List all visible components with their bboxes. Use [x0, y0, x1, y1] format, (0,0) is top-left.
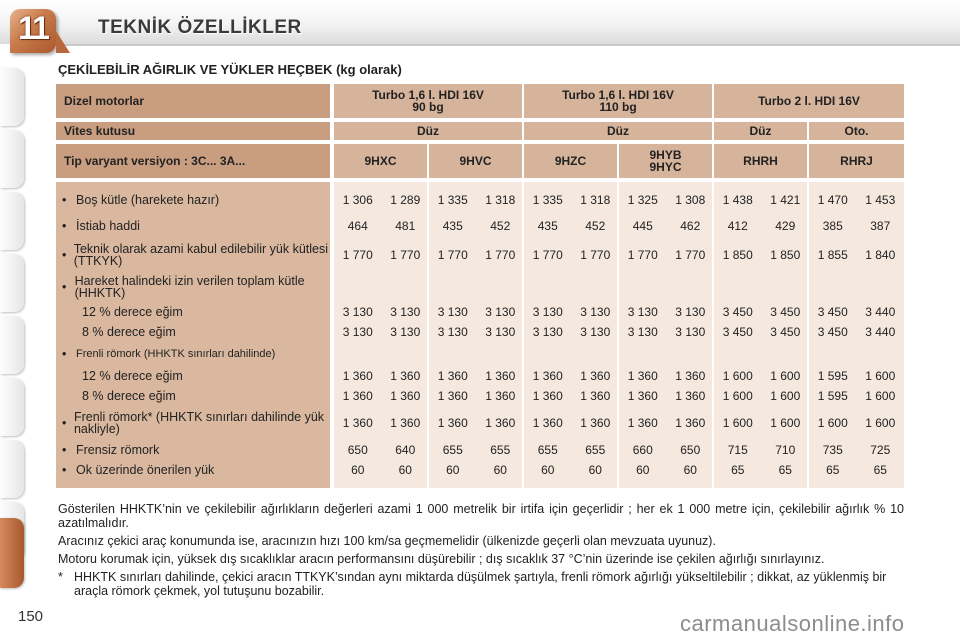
value-cell: 1 360	[627, 416, 658, 430]
value-cell: 3 130	[437, 325, 468, 339]
row-label-text: 12 % derece eğim	[82, 369, 183, 383]
row-label	[56, 460, 330, 480]
value-cell: 1 360	[342, 369, 373, 383]
side-tab[interactable]	[0, 316, 24, 374]
bullet-icon: •	[62, 347, 67, 361]
value-cell: 1 360	[390, 416, 421, 430]
side-tab-active[interactable]	[0, 518, 24, 588]
value-cell: 429	[775, 219, 796, 233]
value-cell: 412	[727, 219, 748, 233]
section-title: ÇEKİLEBİLİR AĞIRLIK VE YÜKLER HEÇBEK (kg olarak)	[58, 62, 402, 77]
value-cell: 3 130	[390, 305, 421, 319]
row-label-text: 8 % derece eğim	[82, 325, 176, 339]
value-cell: 3 130	[580, 305, 611, 319]
row-label-text: 12 % derece eğim	[82, 305, 183, 319]
value-cell: 3 130	[675, 325, 706, 339]
value-cell: 3 450	[817, 325, 848, 339]
row-label	[56, 322, 330, 342]
table-row	[56, 214, 904, 238]
value-cell: 1 360	[580, 389, 611, 403]
value-cell: 1 360	[627, 389, 658, 403]
variant-cell: 9HYB 9HYC	[619, 144, 712, 178]
value-cell: 1 770	[580, 248, 611, 262]
value-cell: 65	[873, 463, 887, 477]
value-cell: 1 308	[675, 193, 706, 207]
value-cell: 710	[775, 443, 796, 457]
value-cell: 3 450	[817, 305, 848, 319]
row-label	[56, 302, 330, 322]
value-cell: 1 770	[485, 248, 516, 262]
value-cell: 60	[636, 463, 650, 477]
value-cell: 1 360	[390, 389, 421, 403]
value-cell: 435	[537, 219, 558, 233]
table-row	[56, 460, 904, 480]
gearbox-cell: Oto.	[809, 122, 904, 140]
value-cell: 452	[585, 219, 606, 233]
table-row	[56, 366, 904, 386]
side-tab[interactable]	[0, 68, 24, 126]
value-cell: 1 360	[342, 416, 373, 430]
value-cell: 1 360	[675, 416, 706, 430]
notes	[58, 502, 904, 598]
gearbox-cell: Düz	[524, 122, 712, 140]
value-cell: 1 840	[865, 248, 896, 262]
gearbox-cell: Düz	[714, 122, 807, 140]
value-cell: 3 130	[627, 305, 658, 319]
table-row	[56, 186, 904, 214]
value-cell: 1 306	[342, 193, 373, 207]
value-cell: 3 450	[770, 325, 801, 339]
value-cell: 655	[490, 443, 511, 457]
footnote-marker: *	[58, 570, 63, 584]
bullet-icon: •	[62, 416, 67, 430]
value-cell: 1 850	[770, 248, 801, 262]
value-cell: 1 770	[390, 248, 421, 262]
value-cell: 655	[585, 443, 606, 457]
table-row	[56, 386, 904, 406]
value-cell: 3 130	[437, 305, 468, 319]
value-cell: 3 130	[342, 305, 373, 319]
page-header	[0, 0, 960, 60]
value-cell: 655	[442, 443, 463, 457]
value-cell: 1 855	[817, 248, 848, 262]
value-cell: 60	[446, 463, 460, 477]
row-label-text: Hareket halindeki izin verilen toplam kütle (HHKTK)	[74, 274, 305, 300]
row-label-text: Frensiz römork	[76, 443, 160, 457]
value-cell: 3 450	[770, 305, 801, 319]
value-cell: 445	[632, 219, 653, 233]
value-cell: 60	[683, 463, 697, 477]
variant-cell: 9HZC	[524, 144, 617, 178]
page-number: 150	[18, 608, 44, 625]
engine-group-header: Turbo 1,6 l. HDI 16V 110 bg	[524, 84, 712, 118]
value-cell: 655	[537, 443, 558, 457]
value-cell: 1 470	[817, 193, 848, 207]
value-cell: 3 440	[865, 325, 896, 339]
value-cell: 3 130	[580, 325, 611, 339]
value-cell: 1 600	[770, 416, 801, 430]
bullet-icon: •	[62, 280, 67, 294]
row-label	[56, 238, 330, 272]
row-label	[56, 440, 330, 460]
footnote	[58, 570, 904, 598]
value-cell: 387	[870, 219, 891, 233]
note-paragraph: Motoru korumak için, yüksek dış sıcaklıklar aracın performansını düşürebilir ; dış sıcaklık 37 °C’nin üzerinde ise çekilen ağırlığı sınırlayınız.	[58, 552, 825, 566]
engine-row-label: Dizel motorlar	[56, 84, 330, 118]
value-cell: 1 360	[485, 369, 516, 383]
gearbox-row-label: Vites kutusu	[56, 122, 330, 140]
row-label-text: Teknik olarak azami kabul edilebilir yük kütlesi (TTKYK)	[73, 242, 328, 268]
value-cell: 650	[347, 443, 368, 457]
value-cell: 1 360	[485, 416, 516, 430]
table-row	[56, 342, 904, 366]
value-cell: 1 600	[817, 416, 848, 430]
table-row	[56, 238, 904, 272]
value-cell: 3 440	[865, 305, 896, 319]
value-cell: 3 130	[485, 325, 516, 339]
chapter-number: 11	[18, 10, 48, 46]
row-label-text: Boş kütle (harekete hazır)	[76, 193, 220, 207]
value-cell: 1 360	[437, 416, 468, 430]
value-cell: 1 360	[342, 389, 373, 403]
bullet-icon: •	[62, 443, 67, 457]
value-cell: 481	[395, 219, 416, 233]
note-paragraph: Gösterilen HHKTK’nin ve çekilebilir ağırlıkların değerleri azami 1 000 metrelik bir irtifa için geçerlidir ; her ek 1 000 metre için, çekilebilir ağırlık % 10 azatılmalıdır.	[58, 502, 904, 530]
value-cell: 3 130	[485, 305, 516, 319]
variant-cell: RHRH	[714, 144, 807, 178]
value-cell: 1 770	[675, 248, 706, 262]
value-cell: 60	[588, 463, 602, 477]
value-cell: 1 360	[580, 416, 611, 430]
gearbox-row	[56, 122, 904, 140]
note-paragraph: Aracınız çekici araç konumunda ise, aracınızın hızı 100 km/sa geçmemelidir (ülkenizde geçerli olan mevzuata uyunuz).	[58, 534, 716, 548]
row-label	[56, 272, 330, 302]
value-cell: 3 450	[722, 305, 753, 319]
row-label-text: Frenli römork (HHKTK sınırları dahilinde)	[76, 348, 276, 360]
value-cell: 60	[351, 463, 365, 477]
page-title: TEKNİK ÖZELLİKLER	[98, 17, 302, 38]
table-row	[56, 302, 904, 322]
variant-cell: 9HVC	[429, 144, 522, 178]
value-cell: 1 600	[770, 389, 801, 403]
side-tab[interactable]	[0, 378, 24, 436]
value-cell: 3 130	[675, 305, 706, 319]
row-label-text: İstiab haddi	[76, 219, 140, 233]
side-tab[interactable]	[0, 254, 24, 312]
value-cell: 1 595	[817, 369, 848, 383]
bullet-icon: •	[62, 219, 67, 233]
side-tab[interactable]	[0, 130, 24, 188]
value-cell: 1 360	[485, 389, 516, 403]
row-label-text: Ok üzerinde önerilen yük	[76, 463, 215, 477]
value-cell: 1 360	[580, 369, 611, 383]
value-cell: 1 595	[817, 389, 848, 403]
value-cell: 1 360	[437, 369, 468, 383]
value-cell: 715	[727, 443, 748, 457]
bullet-icon: •	[62, 463, 67, 477]
value-cell: 1 360	[627, 369, 658, 383]
value-cell: 1 600	[865, 389, 896, 403]
value-cell: 1 600	[770, 369, 801, 383]
value-cell: 462	[680, 219, 701, 233]
table-row	[56, 322, 904, 342]
value-cell: 1 335	[532, 193, 563, 207]
value-cell: 65	[778, 463, 792, 477]
value-cell: 1 850	[722, 248, 753, 262]
gearbox-cell: Düz	[334, 122, 522, 140]
engine-row	[56, 84, 904, 118]
value-cell: 3 450	[722, 325, 753, 339]
value-cell: 3 130	[532, 325, 563, 339]
value-cell: 1 318	[485, 193, 516, 207]
value-cell: 435	[442, 219, 463, 233]
watermark: carmanualsonline.info	[680, 611, 905, 636]
value-cell: 385	[822, 219, 843, 233]
value-cell: 1 360	[437, 389, 468, 403]
value-cell: 1 360	[675, 369, 706, 383]
value-cell: 640	[395, 443, 416, 457]
variant-row-label: Tip varyant versiyon : 3C... 3A...	[56, 144, 330, 178]
value-cell: 1 600	[722, 389, 753, 403]
value-cell: 660	[632, 443, 653, 457]
value-cell: 1 421	[770, 193, 801, 207]
value-cell: 725	[870, 443, 891, 457]
value-cell: 60	[398, 463, 412, 477]
value-cell: 1 318	[580, 193, 611, 207]
value-cell: 65	[731, 463, 745, 477]
value-cell: 1 770	[532, 248, 563, 262]
engine-group-header: Turbo 1,6 l. HDI 16V 90 bg	[334, 84, 522, 118]
value-cell: 3 130	[627, 325, 658, 339]
value-cell: 3 130	[342, 325, 373, 339]
side-tab[interactable]	[0, 440, 24, 498]
value-cell: 1 360	[532, 416, 563, 430]
row-label	[56, 214, 330, 238]
side-chapter-tabs	[0, 60, 26, 600]
value-cell: 1 770	[437, 248, 468, 262]
value-cell: 650	[680, 443, 701, 457]
value-cell: 1 325	[627, 193, 658, 207]
bullet-icon: •	[62, 248, 67, 262]
value-cell: 1 453	[865, 193, 896, 207]
value-cell: 60	[541, 463, 555, 477]
row-label	[56, 366, 330, 386]
side-tab[interactable]	[0, 192, 24, 250]
value-cell: 452	[490, 219, 511, 233]
row-label	[56, 342, 330, 366]
value-cell: 65	[826, 463, 840, 477]
value-cell: 1 289	[390, 193, 421, 207]
value-cell: 60	[493, 463, 507, 477]
value-cell: 1 770	[627, 248, 658, 262]
variant-cell: RHRJ	[809, 144, 904, 178]
value-cell: 3 130	[532, 305, 563, 319]
table-row	[56, 440, 904, 460]
value-cell: 1 360	[675, 389, 706, 403]
value-cell: 1 600	[722, 369, 753, 383]
value-cell: 1 600	[722, 416, 753, 430]
value-cell: 3 130	[390, 325, 421, 339]
bullet-icon: •	[62, 193, 67, 207]
value-cell: 464	[347, 219, 368, 233]
row-label	[56, 186, 330, 214]
engine-group-header: Turbo 2 l. HDI 16V	[714, 84, 904, 118]
value-cell: 1 360	[390, 369, 421, 383]
header-rule	[52, 44, 960, 46]
value-cell: 1 600	[865, 416, 896, 430]
variant-row	[56, 144, 904, 178]
row-label-text: 8 % derece eğim	[82, 389, 176, 403]
value-cell: 735	[822, 443, 843, 457]
variant-cell: 9HXC	[334, 144, 427, 178]
value-cell: 1 438	[722, 193, 753, 207]
table-row	[56, 272, 904, 302]
footnote-text: HHKTK sınırları dahilinde, çekici aracın TTKYK’sından aynı miktarda düşülmek şartıyla, frenli römork ağırlığı yükseltilebilir ; dikkat, az yüklenmiş bir araçla römork çekmek, yol tutuşunu bozabilir.	[74, 570, 887, 598]
value-cell: 1 360	[532, 389, 563, 403]
row-label	[56, 386, 330, 406]
row-label	[56, 406, 330, 440]
value-cell: 1 360	[532, 369, 563, 383]
table-row	[56, 406, 904, 440]
row-label-text: Frenli römork* (HHKTK sınırları dahilinde yük nakliyle)	[73, 410, 325, 436]
value-cell: 1 600	[865, 369, 896, 383]
value-cell: 1 335	[437, 193, 468, 207]
value-cell: 1 770	[342, 248, 373, 262]
